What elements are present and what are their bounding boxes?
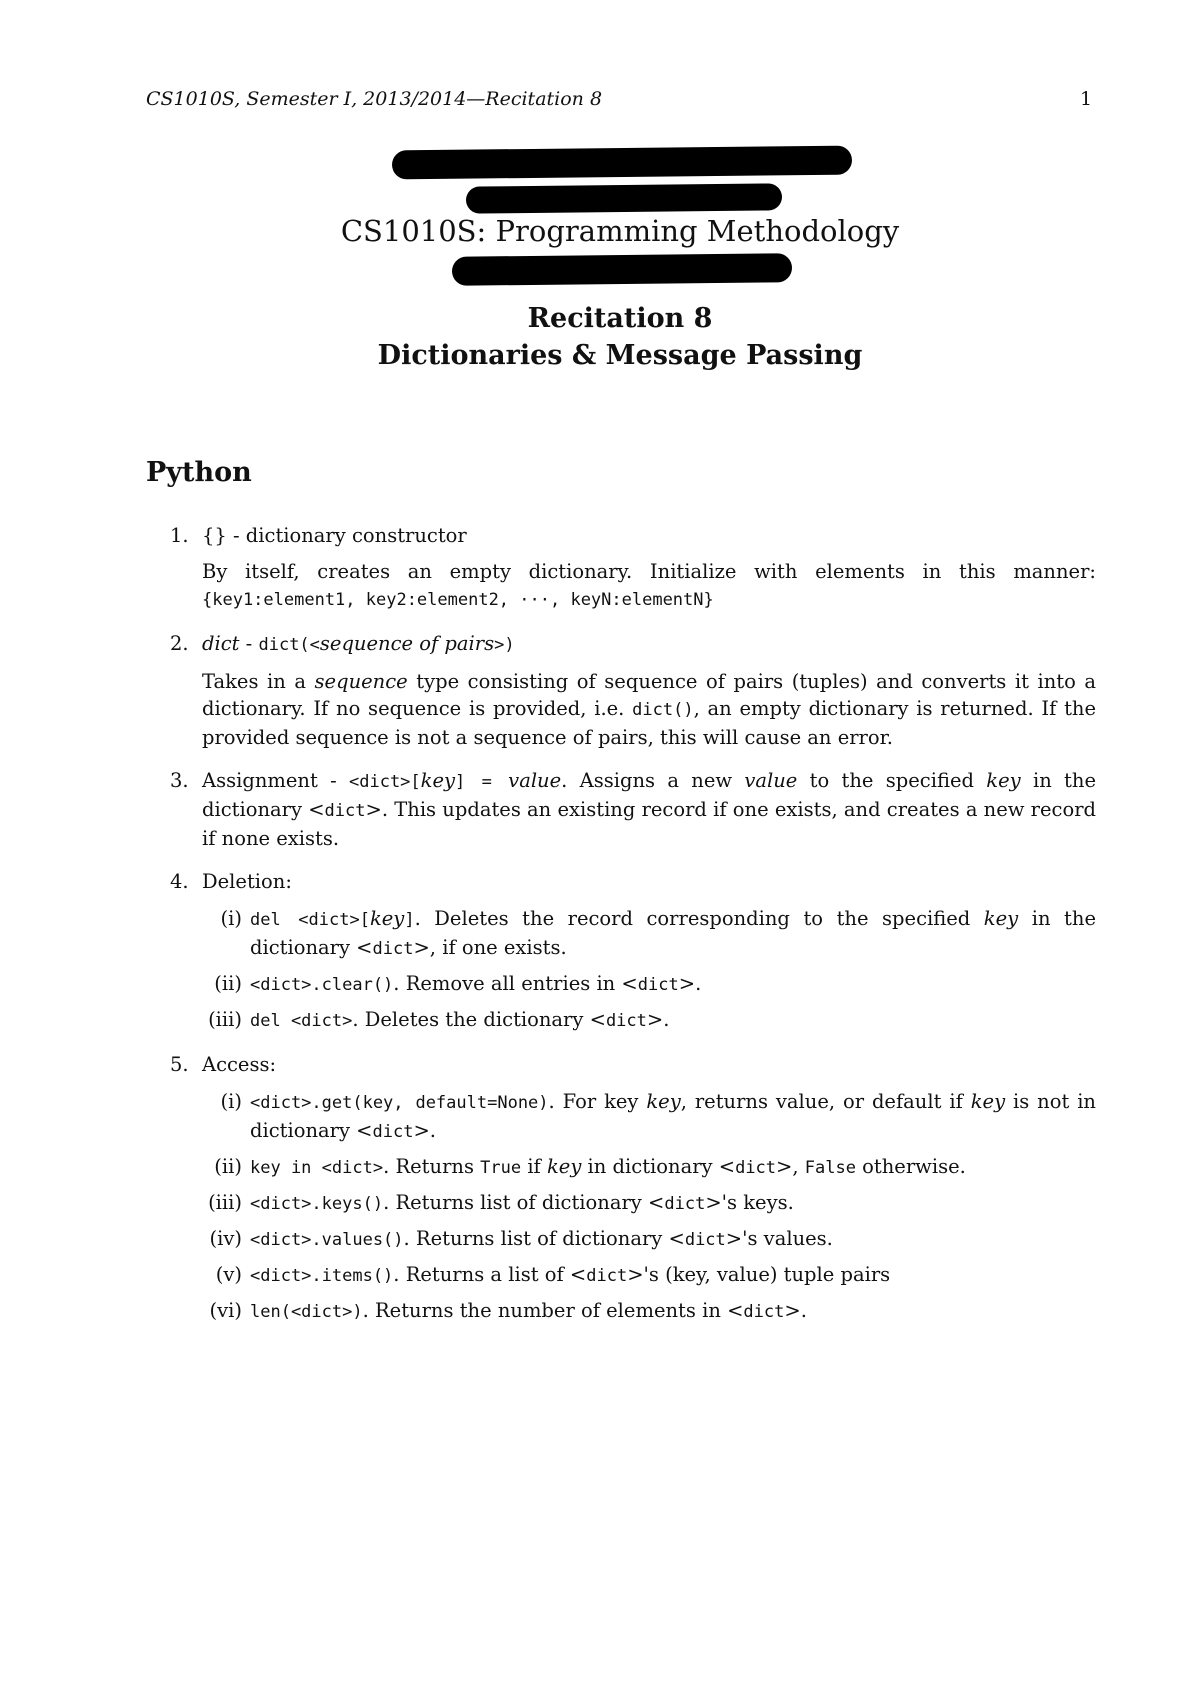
item-description — [202, 558, 1096, 614]
code-span: ] — [404, 910, 415, 930]
emphasis-span: key — [646, 1090, 681, 1113]
code-span: <dict>.items() — [250, 1266, 394, 1286]
item-description — [202, 767, 1096, 852]
sub-item-text — [250, 1297, 1096, 1326]
code-span: <dict>.keys() — [250, 1194, 384, 1214]
sub-item-text — [250, 1189, 1096, 1218]
item-number: 1. — [170, 524, 189, 547]
code-span: <dict>[ — [349, 772, 421, 792]
text-span: . For key — [548, 1090, 647, 1113]
emphasis-span: dict — [202, 632, 240, 655]
emphasis-span: key — [369, 907, 405, 930]
text-span: >, — [776, 1155, 805, 1178]
text-span: >. — [784, 1299, 807, 1322]
sub-item — [202, 1261, 1096, 1290]
text-span: otherwise. — [855, 1155, 966, 1178]
text-span: >. — [413, 1119, 437, 1142]
emphasis-span: key — [986, 769, 1021, 792]
code-span: dict — [372, 939, 414, 959]
item-number: 4. — [170, 870, 189, 893]
text-span: to the specified — [797, 769, 987, 792]
sub-item — [202, 905, 1096, 963]
text-span: >. This updates an existing record if one exists, and creates a new record if none exists. — [202, 798, 1097, 850]
emphasis-span: sequence — [314, 670, 408, 693]
text-span: in the dictionary < — [202, 769, 1096, 821]
code-span: ] = — [455, 772, 509, 792]
sub-item-text — [250, 1088, 1096, 1146]
redaction-mark — [466, 183, 782, 213]
list-item — [146, 868, 1096, 1035]
list-item — [146, 1051, 1096, 1326]
code-span: dict — [743, 1302, 785, 1322]
text-span: . Returns the number of elements in < — [362, 1299, 744, 1322]
code-span: dict — [586, 1266, 628, 1286]
text-span: >'s (key, value) tuple pairs — [627, 1263, 891, 1286]
running-header: CS1010S, Semester I, 2013/2014—Recitation 8 — [146, 88, 603, 110]
item-description — [202, 668, 1096, 751]
code-span: <dict>.values() — [250, 1230, 404, 1250]
item-title — [202, 630, 1096, 659]
code-span: {key1:element1, key2:element2, ···, keyN:elementN} — [202, 590, 714, 610]
sub-item-numeral: (ii) — [214, 1155, 242, 1178]
recitation-title — [0, 300, 1200, 374]
text-span: >. — [678, 972, 702, 995]
emphasis-span: key — [970, 1090, 1006, 1113]
text-span: . Deletes the dictionary < — [352, 1008, 606, 1031]
sub-item — [202, 1189, 1096, 1218]
sub-item-text — [250, 970, 1096, 999]
emphasis-span: key — [983, 907, 1019, 930]
item-number: 5. — [170, 1053, 189, 1076]
redaction-mark — [452, 253, 792, 286]
sub-item — [202, 970, 1096, 999]
text-span: Assignment - — [202, 769, 349, 792]
text-span: Takes in a — [202, 670, 315, 693]
code-span: dict(< — [258, 635, 320, 655]
text-span: >. — [646, 1008, 670, 1031]
item-title — [202, 522, 1096, 549]
code-span: dict — [605, 1011, 647, 1031]
text-span: in dictionary < — [581, 1155, 736, 1178]
text-span: type consisting of sequence of pairs (tuples) and converts it into a dictionary. If no sequence is provided, i.e. — [202, 670, 1096, 720]
code-span: False — [804, 1158, 856, 1178]
item-title: Access: — [202, 1053, 277, 1076]
page-number: 1 — [1080, 88, 1093, 110]
text-span: - — [239, 632, 259, 655]
emphasis-span: key — [546, 1155, 582, 1178]
sub-item-numeral: (i) — [220, 907, 242, 930]
recitation-topic: Dictionaries & Message Passing — [377, 340, 863, 371]
text-span: is not in dictionary < — [250, 1090, 1096, 1142]
text-span: . Returns list of dictionary < — [403, 1227, 685, 1250]
sub-list — [202, 905, 1096, 1035]
sub-item-text — [250, 1225, 1096, 1254]
emphasis-span: value — [744, 769, 798, 792]
section-heading: Python — [146, 457, 252, 488]
code-span: <dict>.clear() — [250, 975, 394, 995]
item-number: 3. — [170, 769, 189, 792]
code-span: <dict>.get(key, default=None) — [250, 1093, 549, 1113]
sub-item — [202, 1225, 1096, 1254]
text-span: , returns value, or default if — [680, 1090, 971, 1113]
list-item — [146, 522, 1096, 614]
list-item — [146, 630, 1096, 751]
text-span: if — [521, 1155, 547, 1178]
emphasis-span: sequence of pairs — [319, 632, 495, 655]
sub-item-numeral: (i) — [220, 1090, 242, 1113]
code-span: dict — [664, 1194, 706, 1214]
sub-item — [202, 1153, 1096, 1182]
text-span: . Returns list of dictionary < — [383, 1191, 665, 1214]
sub-item-numeral: (iii) — [208, 1191, 242, 1214]
code-span: dict — [372, 1122, 414, 1142]
text-span: . Returns a list of < — [393, 1263, 587, 1286]
code-span: dict — [684, 1230, 726, 1250]
code-span: dict — [637, 975, 679, 995]
sub-item-text — [250, 905, 1096, 963]
emphasis-span: key — [420, 769, 456, 792]
code-span: key in <dict> — [250, 1158, 384, 1178]
code-span: True — [480, 1158, 522, 1178]
code-span: dict — [735, 1158, 777, 1178]
code-span: del <dict>[ — [250, 910, 370, 930]
sub-item-numeral: (iv) — [209, 1227, 242, 1250]
code-span: dict() — [632, 700, 694, 720]
python-list — [146, 522, 1096, 1342]
sub-item-numeral: (v) — [215, 1263, 242, 1286]
code-span: len(<dict>) — [250, 1302, 363, 1322]
sub-item-numeral: (iii) — [208, 1008, 242, 1031]
recitation-number: Recitation 8 — [527, 303, 713, 334]
code-span: del <dict> — [250, 1011, 353, 1031]
text-span: . Returns — [383, 1155, 481, 1178]
sub-list — [202, 1088, 1096, 1326]
code-span: >) — [494, 635, 515, 655]
text-span: >'s keys. — [705, 1191, 794, 1214]
item-title: Deletion: — [202, 870, 292, 893]
text-span: >, if one exists. — [413, 936, 567, 959]
sub-item-text — [250, 1153, 1096, 1182]
text-span: , an empty dictionary is returned. If the provided sequence is not a sequence of pairs, this will cause an error. — [202, 697, 1097, 749]
sub-item-text — [250, 1006, 1096, 1035]
course-title: CS1010S: Programming Methodology — [340, 214, 900, 248]
text-span: >'s values. — [725, 1227, 833, 1250]
sub-item-numeral: (vi) — [209, 1299, 242, 1322]
sub-item — [202, 1088, 1096, 1146]
sub-item — [202, 1297, 1096, 1326]
text-span: in the dictionary < — [250, 907, 1096, 959]
text-span: {} - dictionary constructor — [202, 524, 467, 547]
text-span: By itself, creates an empty dictionary. Initialize with elements in this manner: — [202, 560, 1096, 583]
sub-item-numeral: (ii) — [214, 972, 242, 995]
text-span: . Assigns a new — [561, 769, 745, 792]
sub-item-text — [250, 1261, 1096, 1290]
sub-item — [202, 1006, 1096, 1035]
emphasis-span: value — [508, 769, 562, 792]
redaction-mark — [392, 146, 852, 180]
text-span: . Deletes the record corresponding to the specified — [414, 907, 984, 930]
item-number: 2. — [170, 632, 189, 655]
list-item — [146, 767, 1096, 852]
text-span: . Remove all entries in < — [393, 972, 638, 995]
code-span: dict — [324, 801, 366, 821]
